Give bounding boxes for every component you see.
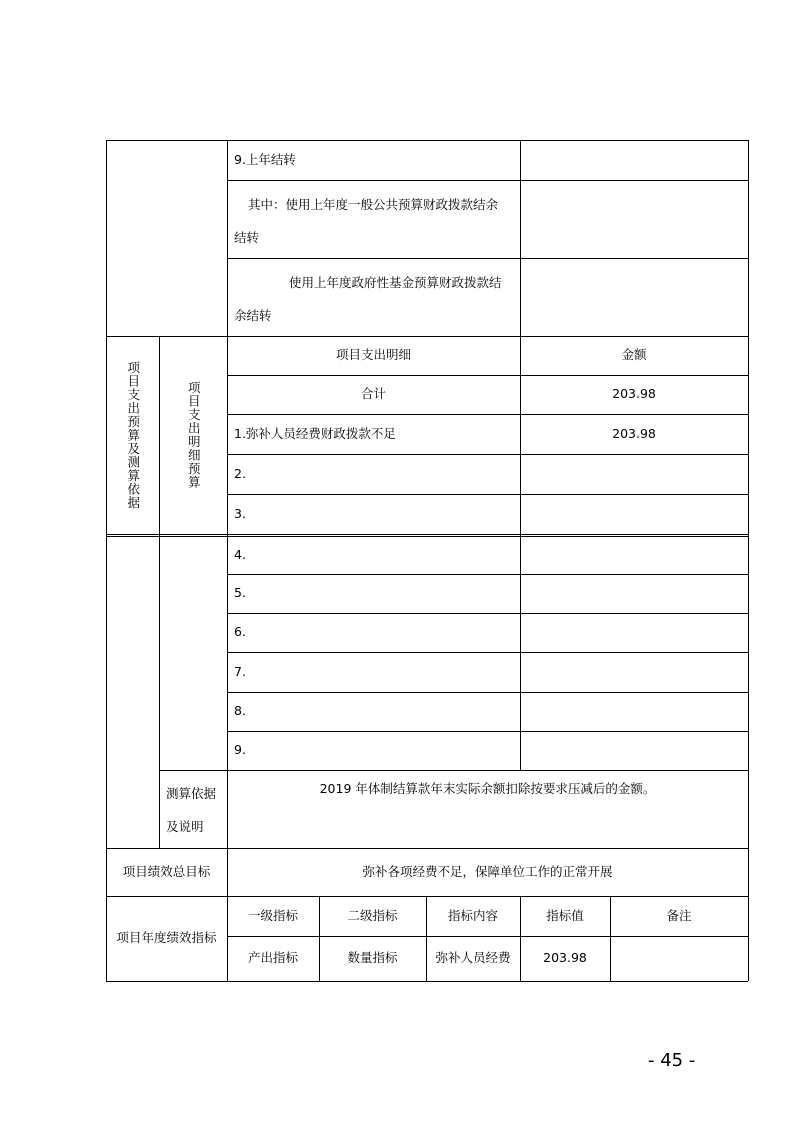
expense-row-amount xyxy=(520,652,748,692)
expense-row-amount xyxy=(520,731,748,770)
indicator-cell: 弥补人员经费 xyxy=(435,950,511,966)
expense-header-detail: 项目支出明细 xyxy=(335,347,411,363)
expense-row-label: 5. xyxy=(234,585,246,601)
goal-text: 弥补各项经费不足，保障单位工作的正常开展 xyxy=(362,863,613,879)
expense-row-amount xyxy=(520,574,748,613)
indicator-header: 一级指标 xyxy=(247,907,298,923)
expense-header-amount: 金额 xyxy=(621,347,647,363)
indicators-label: 项目年度绩效指标 xyxy=(116,930,217,946)
expense-inner-label-cell xyxy=(159,336,227,534)
expense-inner-label: 项目支出明细预算 xyxy=(186,381,202,489)
carryover-general-line2: 结转 xyxy=(234,229,260,245)
carryover-general-budget xyxy=(227,180,520,258)
indicator-cell: 203.98 xyxy=(543,950,587,966)
expense-row-amount xyxy=(520,613,748,652)
expense-row-amount xyxy=(520,692,748,731)
expense-row-label: 2. xyxy=(234,465,246,481)
expense-outer-label-cell xyxy=(106,336,159,534)
basis-label-line1: 测算依据 xyxy=(166,786,217,801)
goal-label: 项目绩效总目标 xyxy=(122,863,211,879)
indicator-header: 指标值 xyxy=(546,907,584,923)
expense-row-amount xyxy=(520,494,748,534)
expense-row-label: 6. xyxy=(234,624,246,640)
indicator-cell xyxy=(610,936,748,981)
expense-outer-label: 项目支出预算及测算依据 xyxy=(125,360,141,510)
indicator-header: 备注 xyxy=(666,907,692,923)
expense-row-label: 3. xyxy=(234,505,246,521)
expense-row-amount xyxy=(520,536,748,574)
expense-row-amount: 203.98 xyxy=(612,425,656,441)
indicator-cell: 数量指标 xyxy=(347,950,398,966)
carryover-fund-budget xyxy=(227,258,520,336)
indicator-header: 指标内容 xyxy=(447,907,498,923)
basis-label-line2: 及说明 xyxy=(166,818,204,834)
expense-total-label: 合计 xyxy=(360,386,386,402)
page-number: - 45 - xyxy=(648,1050,696,1071)
carryover-fund-line2: 余结转 xyxy=(234,307,272,323)
carryover-general-line1: 其中：使用上年度一般公共预算财政拨款结余 xyxy=(248,197,499,212)
basis-label-cell xyxy=(159,770,227,848)
indicator-cell: 产出指标 xyxy=(247,950,298,966)
expense-row-label: 7. xyxy=(234,663,246,679)
expense-row-label: 8. xyxy=(234,703,246,719)
expense-row-label: 9. xyxy=(234,742,246,758)
expense-row-label: 4. xyxy=(234,546,246,562)
expense-row-label: 1.弥补人员经费财政拨款不足 xyxy=(234,425,396,441)
indicator-header: 二级指标 xyxy=(347,907,398,923)
carryover-item-9-label: 9.上年结转 xyxy=(234,151,296,167)
expense-total-amount: 203.98 xyxy=(612,386,656,402)
carryover-fund-line1: 使用上年度政府性基金预算财政拨款结 xyxy=(289,275,502,290)
carryover-item-9 xyxy=(227,140,520,180)
expense-row-amount xyxy=(520,454,748,494)
basis-text-cell xyxy=(227,770,748,848)
basis-text: 2019 年体制结算款年末实际余额扣除按要求压减后的金额。 xyxy=(319,781,656,796)
